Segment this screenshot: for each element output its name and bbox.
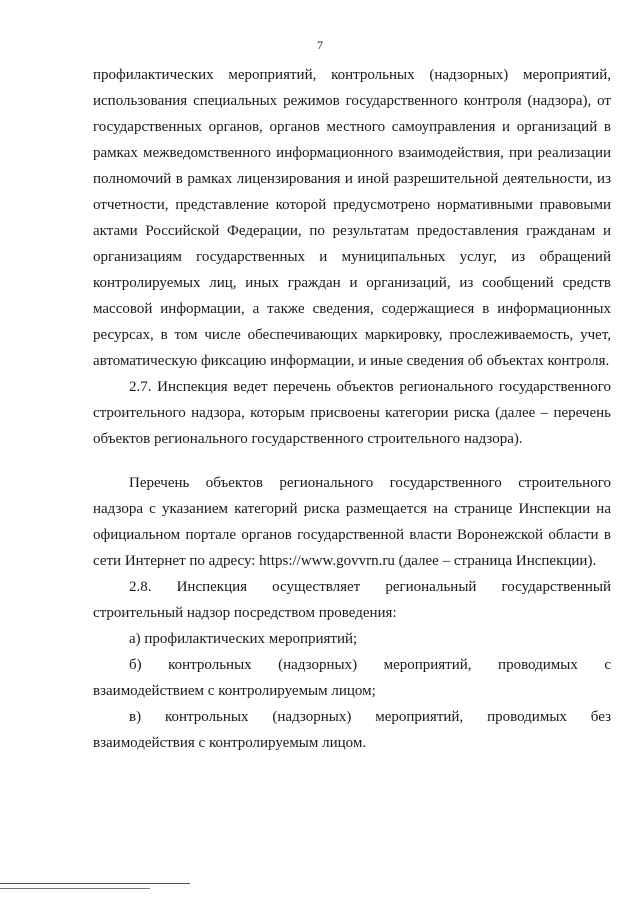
list-item-a: а) профилактических мероприятий; (129, 631, 358, 647)
document-body (93, 62, 611, 756)
footer-divider-secondary (0, 888, 150, 889)
paragraph-continuation: профилактических мероприятий, контрольных (надзорных) мероприятий, использования специальных режимов государственного контроля (надзора), от государственных органов, органов местного самоуправления и организаций в рамках межведомственного информационного взаимодействия, при реализации полномочий в рамках лицензирования и иной разрешительной деятельности, из отчетности, представление которой предусмотрено нормативными правовыми актами Российской Федерации, по результатам предоставления гражданам и организациям государственных и муниципальных услуг, из обращений контролируемых лиц, иных граждан и организаций, из сообщений средств массовой информации, а также сведения, содержащиеся в информационных ресурсах, в том числе обеспечивающих маркировку, прослеживаемость, учет, автоматическую фиксацию информации, и иные сведения об объектах контроля. (93, 67, 611, 369)
page-number: 7 (317, 38, 323, 52)
footer-divider (0, 883, 190, 884)
paragraph-2-7: 2.7. Инспекция ведет перечень объектов регионального государственного строительного надзора, которым присвоены категории риска (далее – перечень объектов регионального государственного строительного надзора). (93, 379, 611, 447)
paragraph-list-placement: Перечень объектов регионального государственного строительного надзора с указанием категорий риска размещается на странице Инспекции на официальном портале органов государственной власти Воронежской области в сети Интернет по адресу: https://www.govvrn.ru (далее – страница Инспекции). (93, 475, 611, 569)
list-item-b: б) контрольных (надзорных) мероприятий, проводимых с взаимодействием с контролируемым лицом; (93, 657, 611, 699)
paragraph-2-8: 2.8. Инспекция осуществляет региональный государственный строительный надзор посредством проведения: (93, 579, 611, 621)
list-item-v: в) контрольных (надзорных) мероприятий, проводимых без взаимодействия с контролируемым лицом. (93, 709, 611, 751)
